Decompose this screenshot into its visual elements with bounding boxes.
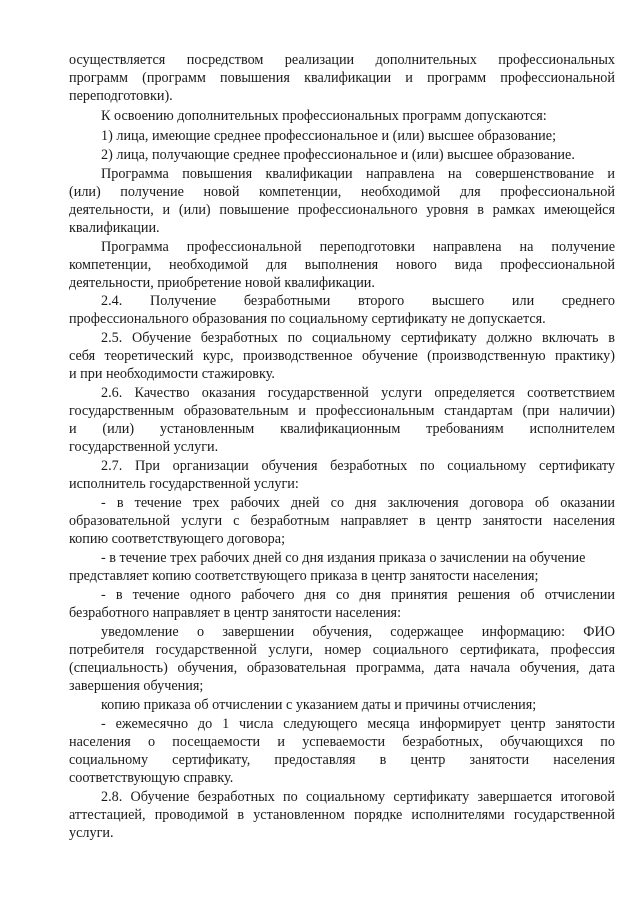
text-line: копию соответствующего договора;: [69, 531, 286, 547]
text-line: потребителя государственной услуги, номер социального сертификата, профессия: [69, 642, 615, 658]
text-line: - в течение трех рабочих дней со дня заключения договора об оказании: [101, 495, 615, 511]
text-line: деятельности, приобретение новой квалификации.: [69, 275, 375, 291]
text-line: и при необходимости стажировку.: [69, 366, 275, 382]
text-line: аттестацией, проводимой в установленном порядке исполнителями государственной: [69, 807, 615, 823]
text-line: 2.6. Качество оказания государственной услуги определяется соответствием: [101, 385, 615, 401]
text-line: 2) лица, получающие среднее профессиональное и (или) высшее образование.: [101, 147, 575, 163]
text-line: 2.5. Обучение безработных по социальному сертификату должно включать в: [101, 330, 615, 346]
text-line: 1) лица, имеющие среднее профессиональное и (или) высшее образование;: [101, 128, 557, 144]
text-line: профессионального образования по социальному сертификату не допускается.: [69, 311, 546, 327]
text-line: социальному сертификату, предоставляя в центр занятости населения: [69, 752, 615, 768]
text-line: переподготовки).: [69, 88, 173, 104]
text-line: соответствующую справку.: [69, 770, 234, 786]
text-line: Программа профессиональной переподготовки направлена на получение: [101, 239, 615, 255]
text-line: деятельности, и (или) повышение профессионального уровня в рамках имеющейся: [69, 202, 615, 218]
text-line: и (или) установленным квалификационным требованиям исполнителем: [69, 421, 615, 437]
text-line: государственной услуги.: [69, 439, 219, 455]
text-line: (или) получение новой компетенции, необходимой для профессиональной: [69, 184, 615, 200]
text-line: 2.8. Обучение безработных по социальному сертификату завершается итоговой: [101, 789, 615, 805]
text-line: населения о посещаемости и успеваемости безработных, обучающихся по: [69, 734, 615, 750]
text-line: образовательной услуги с безработным направляет в центр занятости населения: [69, 513, 615, 529]
text-line: К освоению дополнительных профессиональных программ допускаются:: [101, 108, 547, 124]
text-line: копию приказа об отчислении с указанием даты и причины отчисления;: [101, 697, 537, 713]
text-line: себя теоретический курс, производственное обучение (производственную практику): [69, 348, 615, 364]
text-line: квалификации.: [69, 220, 160, 236]
text-line: осуществляется посредством реализации дополнительных профессиональных: [69, 52, 615, 68]
text-line: компетенции, необходимой для выполнения нового вида профессиональной: [69, 257, 615, 273]
text-line: - в течение одного рабочего дня со дня принятия решения об отчислении: [101, 587, 615, 603]
text-line: Программа повышения квалификации направлена на совершенствование и: [101, 166, 615, 182]
text-line: - ежемесячно до 1 числа следующего месяца информирует центр занятости: [101, 716, 615, 732]
text-line: исполнитель государственной услуги:: [69, 476, 299, 492]
text-line: уведомление о завершении обучения, содержащее информацию: ФИО: [101, 624, 615, 640]
text-line: завершения обучения;: [69, 678, 204, 694]
text-line: безработного направляет в центр занятости населения:: [69, 605, 402, 621]
text-line: услуги.: [69, 825, 114, 841]
text-line: - в течение трех рабочих дней со дня издания приказа о зачислении на обучение: [101, 550, 586, 566]
text-line: государственным образовательным и профессиональным стандартам (при наличии): [69, 403, 615, 419]
text-line: программ (программ повышения квалификации и программ профессиональной: [69, 70, 615, 86]
text-line: (специальность) обучения, образовательная программа, дата начала обучения, дата: [69, 660, 615, 676]
text-line: 2.7. При организации обучения безработных по социальному сертификату: [101, 458, 615, 474]
text-line: 2.4. Получение безработными второго высшего или среднего: [101, 293, 615, 309]
text-line: представляет копию соответствующего приказа в центр занятости населения;: [69, 568, 539, 584]
